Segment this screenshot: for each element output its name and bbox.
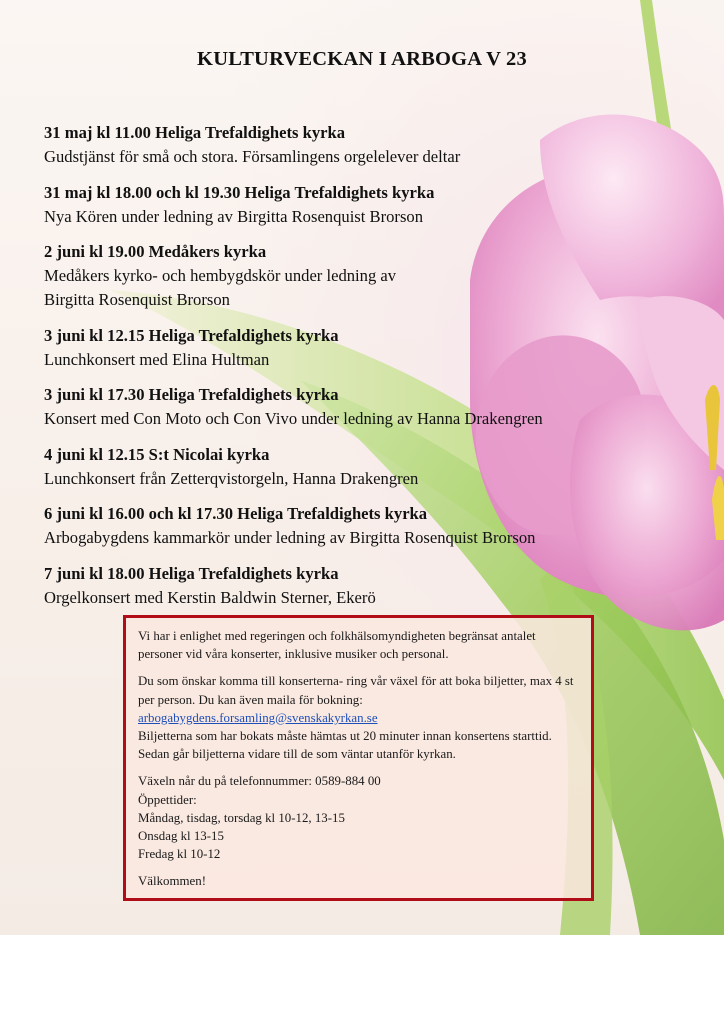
event-heading: 7 juni kl 18.00 Heliga Trefaldighets kyrka <box>44 563 339 583</box>
event-item <box>44 240 714 312</box>
event-heading: 2 juni kl 19.00 Medåkers kyrka <box>44 242 267 261</box>
info-box <box>123 615 594 901</box>
hours-line: Fredag kl 10-12 <box>138 847 221 862</box>
event-heading: 6 juni kl 16.00 och kl 17.30 Heliga Trefaldighets kyrka <box>44 504 428 523</box>
event-heading: 31 maj kl 18.00 och kl 19.30 Heliga Trefaldighets kyrka <box>44 182 435 202</box>
event-item <box>44 383 714 431</box>
hours-line: Onsdag kl 13-15 <box>138 829 224 844</box>
event-description: Lunchkonsert från Zetterqvistorgeln, Hanna Drakengren <box>44 468 419 488</box>
event-item <box>44 443 714 491</box>
event-heading: 31 maj kl 11.00 Heliga Trefaldighets kyrka <box>44 123 346 142</box>
event-item <box>44 324 714 372</box>
hours-label: Öppettider: <box>138 792 197 807</box>
event-item <box>44 121 714 169</box>
event-item <box>44 181 714 229</box>
event-heading: 3 juni kl 12.15 Heliga Trefaldighets kyrka <box>44 325 339 345</box>
event-description: Gudstjänst för små och stora. Församlingens orgelelever deltar <box>44 147 461 166</box>
hours-line: Måndag, tisdag, torsdag kl 10-12, 13-15 <box>138 810 345 825</box>
closing-text: Välkommen! <box>138 874 207 889</box>
booking-notice: Du som önskar komma till konserterna- ring vår växel för att boka biljetter, max 4 st per person. Du kan även maila för bokning: <box>138 674 574 707</box>
event-description: Lunchkonsert med Elina Hultman <box>44 349 270 369</box>
page-title: KULTURVECKAN I ARBOGA V 23 <box>197 48 527 70</box>
event-description: Arbogabygdens kammarkör under ledning av Birgitta Rosenquist Brorson <box>44 528 536 547</box>
email-link[interactable]: arbogabygdens.forsamling@svenskakyrkan.se <box>138 710 378 725</box>
event-description: Konsert med Con Moto och Con Vivo under ledning av Hanna Drakengren <box>44 409 543 428</box>
event-description: Birgitta Rosenquist Brorson <box>44 290 230 309</box>
event-heading: 3 juni kl 17.30 Heliga Trefaldighets kyrka <box>44 385 339 404</box>
event-description: Medåkers kyrko- och hembygdskör under ledning av <box>44 266 397 285</box>
ticket-pickup-notice: Biljetterna som har bokats måste hämtas ut 20 minuter innan konsertens starttid. Sedan går biljetterna vidare till de som väntar utanför kyrkan. <box>138 729 552 762</box>
event-list <box>44 121 714 621</box>
event-description: Orgelkonsert med Kerstin Baldwin Sterner, Ekerö <box>44 587 376 607</box>
event-heading: 4 juni kl 12.15 S:t Nicolai kyrka <box>44 444 270 464</box>
capacity-notice: Vi har i enlighet med regeringen och folkhälsomyndigheten begränsat antalet personer vid våra konserter, inklusive musiker och personal. <box>138 629 536 662</box>
event-item <box>44 562 714 610</box>
phone-line: Växeln når du på telefonnummer: 0589-884 00 <box>138 774 381 789</box>
event-description: Nya Kören under ledning av Birgitta Rosenquist Brorson <box>44 206 423 226</box>
event-item <box>44 502 714 550</box>
